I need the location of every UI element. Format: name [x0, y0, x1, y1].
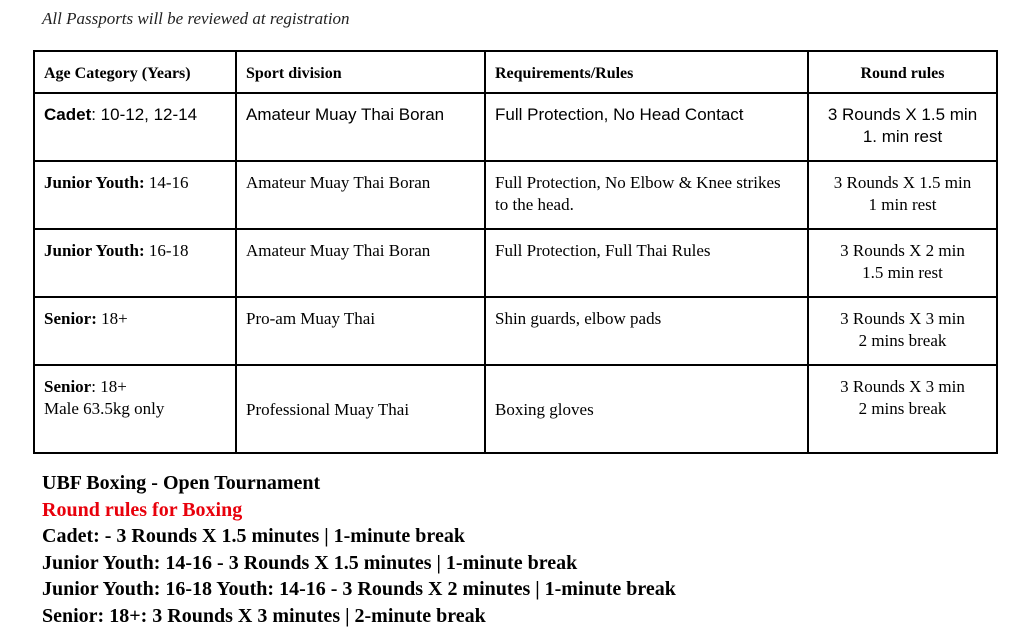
rest-line: 1.5 min rest	[862, 263, 943, 282]
age-label: Junior Youth:	[44, 173, 145, 192]
age-value: : 18+	[91, 377, 127, 396]
age-category-cell	[34, 161, 236, 229]
table-row	[34, 229, 997, 297]
round-rules-cell	[808, 161, 997, 229]
header-requirements: Requirements/Rules	[485, 51, 808, 93]
rest-line: 2 mins break	[858, 399, 947, 418]
table-row	[34, 161, 997, 229]
header-round-rules: Round rules	[808, 51, 997, 93]
muay-thai-rules-table	[33, 50, 998, 454]
round-rules-cell	[808, 229, 997, 297]
division-cell: Pro-am Muay Thai	[236, 297, 485, 365]
boxing-rule-line: Senior: 18+: 3 Rounds X 3 minutes | 2-minute break	[42, 604, 486, 627]
age-label: Cadet	[44, 105, 92, 124]
age-label: Senior	[44, 377, 92, 396]
round-rules-cell	[808, 297, 997, 365]
rest-line: 1. min rest	[862, 127, 943, 146]
boxing-section	[42, 470, 676, 629]
age-category-cell	[34, 93, 236, 161]
rest-line: 2 mins break	[858, 331, 947, 350]
division-cell: Amateur Muay Thai Boran	[236, 229, 485, 297]
rounds-line: 3 Rounds X 1.5 min	[827, 105, 978, 124]
requirements-cell: Full Protection, No Head Contact	[485, 93, 808, 161]
boxing-rule-line: Junior Youth: 16-18 Youth: 14-16 - 3 Rounds X 2 minutes | 1-minute break	[42, 578, 676, 600]
requirements-cell: Full Protection, No Elbow & Knee strikes to the head.	[485, 161, 808, 229]
age-category-cell	[34, 229, 236, 297]
boxing-rule-line: Junior Youth: 14-16 - 3 Rounds X 1.5 minutes | 1-minute break	[42, 551, 578, 574]
round-rules-cell	[808, 93, 997, 161]
age-category-cell	[34, 297, 236, 365]
boxing-subtitle: Round rules for Boxing	[42, 498, 243, 521]
requirements-cell: Shin guards, elbow pads	[485, 297, 808, 365]
table-row	[34, 297, 997, 365]
division-cell: Amateur Muay Thai Boran	[236, 93, 485, 161]
age-category-cell	[34, 365, 236, 453]
division-cell: Amateur Muay Thai Boran	[236, 161, 485, 229]
requirements-cell: Full Protection, Full Thai Rules	[485, 229, 808, 297]
age-value: 14-16	[144, 173, 189, 192]
boxing-title: UBF Boxing - Open Tournament	[42, 472, 321, 494]
table-row	[34, 93, 997, 161]
registration-note: All Passports will be reviewed at registration	[42, 9, 350, 28]
age-label: Junior Youth:	[44, 241, 145, 260]
round-rules-cell	[808, 365, 997, 453]
rounds-line: 3 Rounds X 3 min	[840, 377, 965, 396]
rounds-line: 3 Rounds X 2 min	[840, 241, 965, 260]
rest-line: 1 min rest	[868, 195, 937, 214]
boxing-rule-line: Cadet: - 3 Rounds X 1.5 minutes | 1-minute break	[42, 525, 465, 547]
table-row	[34, 365, 997, 453]
age-value: 18+	[96, 309, 128, 328]
division-cell: Professional Muay Thai	[236, 365, 485, 453]
table-header-row	[34, 51, 997, 93]
age-value: 16-18	[144, 241, 189, 260]
age-label: Senior:	[44, 309, 97, 328]
requirements-cell: Boxing gloves	[485, 365, 808, 453]
age-extra: Male 63.5kg only	[44, 399, 165, 418]
rounds-line: 3 Rounds X 3 min	[840, 309, 965, 328]
header-sport-division: Sport division	[236, 51, 485, 93]
header-age-category: Age Category (Years)	[34, 51, 236, 93]
age-value: : 10-12, 12-14	[91, 105, 198, 124]
rounds-line: 3 Rounds X 1.5 min	[833, 173, 972, 192]
